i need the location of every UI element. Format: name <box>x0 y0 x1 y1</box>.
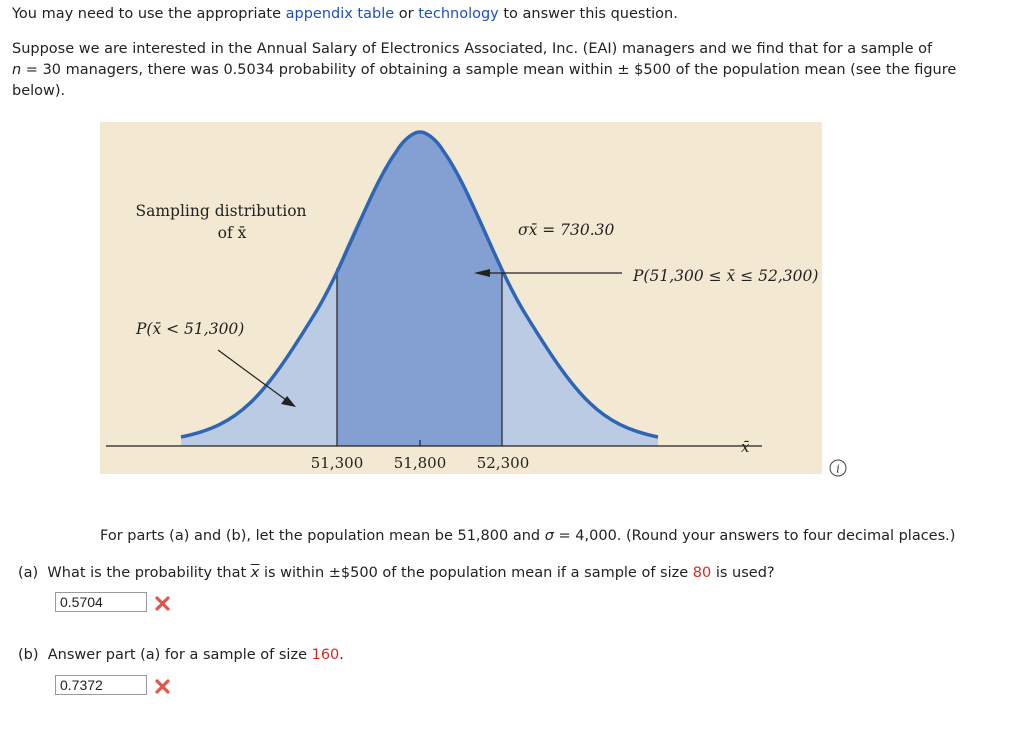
intro-prefix: You may need to use the appropriate <box>12 6 286 22</box>
x-axis-symbol: x̄ <box>741 438 750 456</box>
sigma-symbol: σ <box>544 528 554 544</box>
technology-link[interactable]: technology <box>418 6 499 22</box>
n-symbol: n <box>12 62 22 78</box>
problem-line-2 <box>12 60 956 81</box>
problem-line-1: Suppose we are interested in the Annual Salary of Electronics Associated, Inc. (EAI) managers and we find that for a sample of <box>12 41 933 57</box>
tick-label-52300: 52,300 <box>476 454 530 472</box>
info-icon[interactable] <box>829 459 847 477</box>
part-b-question <box>18 645 344 666</box>
xbar-symbol: $\overline{x}$ <box>250 565 260 581</box>
distribution-label-line1: Sampling distribution <box>135 202 307 220</box>
sampling-distribution-figure <box>100 122 822 474</box>
sigma-xbar-label: σx̄ = 730.30 <box>518 221 615 239</box>
tick-label-51300: 51,300 <box>310 454 364 472</box>
problem-line-2-rest: = 30 managers, there was 0.5034 probability of obtaining a sample mean within ± $500 of the population mean (see the figure <box>21 62 957 78</box>
instructions-suffix: = 4,000. (Round your answers to four decimal places.) <box>553 528 956 544</box>
incorrect-x-icon <box>155 679 170 694</box>
problem-line-3: below). <box>12 83 66 99</box>
part-a-suffix: is used? <box>711 565 775 581</box>
instructions-text <box>100 526 955 547</box>
instructions-prefix: For parts (a) and (b), let the population mean be 51,800 and <box>100 528 545 544</box>
central-probability-area <box>337 132 502 446</box>
part-a-answer-input[interactable]: 0.5704 <box>55 592 147 612</box>
incorrect-x-icon <box>155 596 170 611</box>
part-b-prefix: Answer part (a) for a sample of size <box>47 647 312 663</box>
appendix-table-link[interactable]: appendix table <box>285 6 395 22</box>
normal-curve-diagram <box>100 122 822 474</box>
part-b-answer-input[interactable]: 0.7372 <box>55 675 147 695</box>
tick-label-51800: 51,800 <box>393 454 447 472</box>
part-a-prefix: What is the probability that <box>47 565 251 581</box>
part-a-label: (a) <box>18 565 39 581</box>
prob-less-label: P(x̄ < 51,300) <box>136 320 245 338</box>
part-b-suffix: . <box>339 647 344 663</box>
part-b-sample-size: 160 <box>311 647 340 663</box>
intro-text <box>12 4 678 25</box>
intro-mid: or <box>394 6 419 22</box>
prob-between-label: P(51,300 ≤ x̄ ≤ 52,300) <box>633 267 819 285</box>
svg-text:i: i <box>836 462 840 476</box>
part-a-mid: is within ±$500 of the population mean if a sample of size <box>259 565 693 581</box>
distribution-label-line2: of x̄ <box>217 224 247 242</box>
intro-suffix: to answer this question. <box>498 6 678 22</box>
part-b-label: (b) <box>18 647 39 663</box>
part-a-question <box>18 563 775 584</box>
part-a-sample-size: 80 <box>692 565 712 581</box>
